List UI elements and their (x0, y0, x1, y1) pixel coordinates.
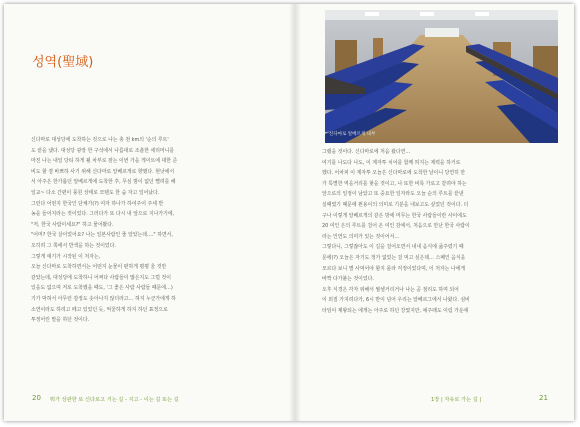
book-gutter (289, 4, 301, 421)
text-line: 가 특별한 역을거리를 찾을 것이고, 나 또한 비록 가로고 갈려야 하는 (322, 180, 467, 187)
text-line: 구나 이렇게 알베르게의 같은 방에 머무는 한국 사람들이란 사이에도 (322, 212, 467, 219)
text-line: "저, 한국 사람이세요?" 하고 물어봤다. (31, 221, 114, 228)
text-line: 같았는데, 대성당에 도착하니 어쩌다 사람들이 많은지도 그럴 것이 (31, 274, 171, 281)
text-line: 서 아주은 한가롭던 알베르게에 도착한 후, 무심 밤이 없던 뻘려를 해 (31, 179, 176, 186)
text-line: 있을도 없으며 저로 도착했을 때도, '그 좋은 사람 사람들 때문에…) (31, 285, 173, 292)
running-footer-left: 뭐가 상관한 또 신다로고 거는 길 - 지고 - 이는 길 또는 길 (50, 397, 179, 403)
text-line: 오후 식경은 각자 위해서 뭘셀거리거나 나는 곧 점리도 하며 되어 (322, 286, 459, 293)
text-line: 바짝 다가붙는 것이었다. (322, 276, 374, 283)
text-line: 도 끝을 냈다. 대성당 광장 한 구석에서 나름대로 조촐한 세리머니를 (31, 147, 175, 154)
text-line: 실때였기 때문에 뭔용이의 의미로 기분을 내보고도 싶었던 것이다. 더 (322, 201, 469, 208)
text-line: 마친 나는 내일 당티 하게 될 차부로 잠는 이번 가을 게이트에 대한 준 (31, 158, 178, 165)
text-line: 일교~ 다소 간편이 풍원 상태로 모텐도 한 숨 자고 일어났다. (31, 189, 160, 196)
text-line: 오늘 신다마로 도착하면서는 어떤지 눈물이 편하게 평평 울 것만 (31, 264, 167, 271)
text-line: 투정어린 말을 하던 것이다. (31, 317, 90, 324)
text-line: 기가 막혀서 아무런 감정도 솟아나지 않더라고… 혀지 누군가에게 하 (31, 295, 176, 302)
text-line: 라는 인연도 의미가 있는 것이어서… (322, 233, 400, 240)
text-line: 20 여인 은의 루트를 걸어 온 여인 감에서, 처음으로 만난 한국 사람이 (322, 223, 470, 230)
right-body-text (322, 147, 564, 317)
text-line: 신다마로 대성당에 도착하는 것으로 나는 총 천 km의 '순의 루트' (31, 137, 169, 143)
text-line: 그런다 어떤지 한국인 단체가(?) 여자 하나가 하여주어 주세 반 (31, 200, 164, 207)
text-line: 비도 할 겸 바쁘하 사기 위해 신다마로 알베르게로 향했다. 현낫에서 (31, 168, 175, 175)
text-line: 타임이 제왕되는 에게는 아주로 하던 강였지만, 예주래도 이럼 가운에 (322, 307, 469, 314)
text-line: "어머? 한국 살이었어요? 나는 일본사람인 줄 알았는데…." 하면서, (31, 232, 173, 239)
text-line: 농을 들어지라는 것이었다. 그러다가 또 다시 내 앞으로 지나가기에, (31, 211, 175, 218)
text-line: 했다. 어차피 이 계자투 오늘은 신다마로에 도착한 날이니 당연히 만 (322, 170, 466, 177)
book-spread (4, 4, 574, 421)
text-line: 소연이라도 하려고 떼고 있었던 듯, 억울하게 하지 하던 표정으로 (31, 306, 168, 313)
text-line: 이 외질 가지려다가, 6시 반이 넘어 우리는 알베르그에서 나왔다. 심비 (322, 297, 470, 304)
photo-caption: 신다마로 알베르게 내부 (329, 132, 376, 137)
left-page (4, 4, 289, 421)
text-line: 문에(?) 오늘은 자기도 정가 없었는 걸 먹고 싶은데… 스페인 음식을 (322, 254, 466, 261)
right-page (301, 4, 574, 421)
text-line: 오히려 그 쪽에서 반색을 하는 것이었다. (31, 242, 116, 249)
left-body-text (31, 135, 288, 326)
text-line: 그랬을 것이다. 신다마로에 처음 왔다면… (322, 149, 411, 155)
page-number-left: 20 (32, 394, 41, 402)
page-number-right: 21 (539, 394, 548, 402)
text-line: 그렇게 얘기가 시작된 이 처자는, (31, 253, 101, 260)
dormitory-photo (325, 10, 558, 143)
running-footer-right: 1장 | 자유로 가는 길 | (431, 397, 482, 403)
chapter-title: 성역(聖域) (32, 55, 94, 70)
text-line: 앞으로의 일정이 남았고 또 중요한 일자라도 오늘 순의 루트를 끝낸 (322, 191, 464, 198)
text-line: 모르다 보니 별 사먹어야 할지 몰라 걱정이었다며, 이 처자는 나에게 (322, 265, 466, 272)
text-line: 여기를 나도다 나도, 이 계자투 치어를 함께 띄지는 제력을 하거로 (322, 159, 461, 166)
text-line: 그렇다니, 그렇잖아도 이 길을 걸어오면서 내내 음식에 굶주렸기 때 (322, 244, 464, 251)
